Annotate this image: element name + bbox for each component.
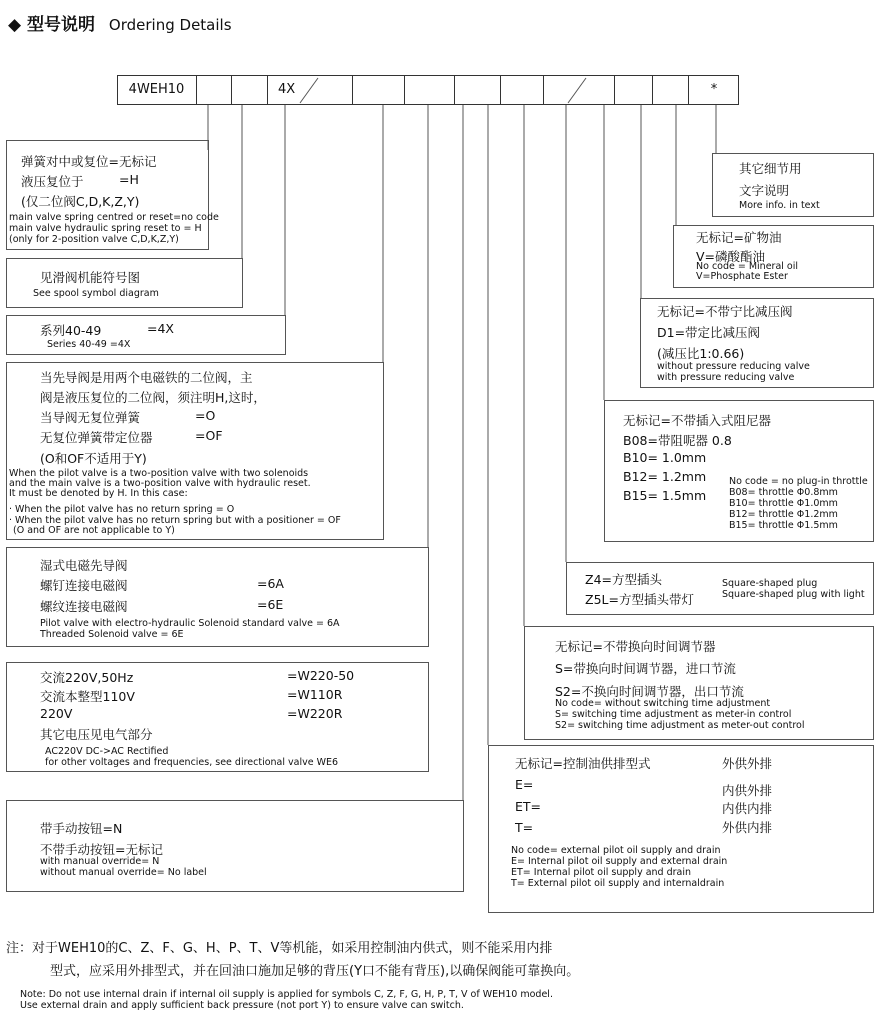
title-en: Ordering Details [108, 16, 232, 34]
box1-en3: (only for 2-position valve C,D,K,Z,Y) [9, 234, 179, 245]
box-more-info [712, 153, 874, 217]
box1-cn2v: =H [119, 172, 139, 187]
box-pressure-reducing [640, 298, 874, 388]
box14-cn1: 无标记=控制油供排型式 [515, 756, 651, 771]
code-cell-9 [544, 75, 615, 105]
box11-cn2: B08=带阻呢器 0.8 [623, 433, 732, 448]
box4-cn4: 无复位弹簧带定位器 [40, 430, 153, 445]
box-voltage [6, 662, 429, 772]
box4-cn2: 阀是液压复位的二位阀，须注明H,这时， [40, 390, 266, 405]
code-cell-3 [232, 75, 268, 105]
box10-en1: without pressure reducing valve [657, 361, 810, 372]
box11-en1: No code = no plug-in throttle [729, 476, 868, 487]
section-title [8, 10, 232, 35]
box-pilot-oil [488, 745, 874, 913]
box11-en2: B08= throttle Φ0.8mm [729, 487, 838, 498]
box3-cnv: =4X [147, 321, 174, 336]
code-cell-11 [653, 75, 689, 105]
box-switching-time [524, 626, 874, 740]
box14-cn2: E= [515, 777, 534, 792]
box14-cn4r: 外供内排 [722, 820, 773, 835]
box7-en1: with manual override= N [40, 856, 160, 867]
box-oil-type [673, 225, 874, 288]
box-solenoid [6, 547, 429, 647]
box12-cn1: Z4=方型插头 [585, 572, 662, 587]
box-plug [566, 562, 874, 615]
footer-note-cn1: 注：对于WEH10的C、Z、F、G、H、P、T、V等机能，如采用控制油内供式，则不能采用内排 [6, 941, 553, 956]
box13-cn1: 无标记=不带换向时间调节器 [555, 639, 716, 654]
box11-en3: B10= throttle Φ1.0mm [729, 498, 838, 509]
box10-cn2: D1=带定比减压阀 [657, 325, 761, 340]
box6-cn2: 交流本整型110V [40, 689, 135, 704]
box6-cn1: 交流220V,50Hz [40, 670, 134, 685]
box8-cn2: 文字说明 [739, 183, 790, 198]
box12-cn2: Z5L=方型插头带灯 [585, 592, 694, 607]
code-cell-2 [197, 75, 232, 105]
footer-note-en2: Use external drain and apply sufficient back pressure (not port Y) to ensure valve can switch. [20, 1000, 464, 1011]
box5-cn3v: =6E [257, 597, 284, 612]
box1-en1: main valve spring centred or reset=no code [9, 212, 219, 223]
box5-cn2v: =6A [257, 576, 284, 591]
box9-cn2: V=磷酸酯油 [696, 249, 766, 264]
box14-cn3: ET= [515, 799, 542, 814]
box13-en3: S2= switching time adjustment as meter-out control [555, 720, 805, 731]
box-manual-override [6, 800, 464, 892]
box-throttle [604, 400, 874, 542]
box14-cn1r: 外供外排 [722, 756, 773, 771]
box-spool-symbol [6, 258, 243, 308]
code-cell-7 [455, 75, 501, 105]
box13-en2: S= switching time adjustment as meter-in control [555, 709, 792, 720]
box4-cn3v: =O [195, 408, 216, 423]
footer-note-en1: Note: Do not use internal drain if internal oil supply is applied for symbols C, Z, F, G, H, P, T, V of WEH10 model. [20, 989, 553, 1000]
code-cell-6 [405, 75, 455, 105]
diamond-bullet-icon: ◆ [8, 15, 22, 35]
box6-en1: AC220V DC->AC Rectified [45, 746, 169, 757]
box10-en2: with pressure reducing valve [657, 372, 795, 383]
box3-cn: 系列40-49 [40, 323, 102, 338]
box8-en: More info. in text [739, 200, 820, 211]
title-cn: 型号说明 [27, 15, 95, 35]
box11-cn3: B10= 1.0mm [623, 450, 707, 465]
box5-cn3: 螺纹连接电磁阀 [40, 599, 128, 614]
box12-en2: Square-shaped plug with light [722, 589, 865, 600]
box13-cn3: S2=不换向时间调节器，出口节流 [555, 684, 744, 699]
box14-en4: T= External pilot oil supply and internaldrain [511, 878, 725, 889]
box4-cn4v: =OF [195, 428, 223, 443]
box6-cn3: 220V [40, 706, 73, 721]
box7-cn2: 不带手动按钮=无标记 [40, 842, 163, 857]
box1-cn2: 液压复位于 [21, 174, 84, 189]
box11-en4: B12= throttle Φ1.2mm [729, 509, 838, 520]
box6-en2: for other voltages and frequencies, see directional valve WE6 [45, 757, 339, 768]
box4-en2: and the main valve is a two-position valve with hydraulic reset. [9, 478, 311, 489]
box1-cn3: (仅二位阀C,D,K,Z,Y) [21, 194, 140, 209]
code-cell-5 [353, 75, 405, 105]
box4-en6: (O and OF are not applicable to Y) [13, 525, 175, 536]
box14-en3: ET= Internal pilot oil supply and drain [511, 867, 692, 878]
box-pilot-valve [6, 362, 384, 540]
box5-en1: Pilot valve with electro-hydraulic Solenoid standard valve = 6A [40, 618, 340, 629]
code-series: 4X [268, 75, 353, 105]
box4-cn1: 当先导阀是用两个电磁铁的二位阀，主 [40, 370, 253, 385]
box4-cn5: (O和OF不适用于Y) [40, 451, 147, 466]
box14-en1: No code= external pilot oil supply and drain [511, 845, 721, 856]
box5-cn1: 湿式电磁先导阀 [40, 558, 128, 573]
box10-cn1: 无标记=不带宁比减压阀 [657, 304, 793, 319]
box14-cn2r: 内供外排 [722, 783, 773, 798]
box13-en1: No code= without switching time adjustment [555, 698, 771, 709]
box4-en5: · When the pilot valve has no return spring but with a positioner = OF [9, 515, 341, 526]
box1-cn1: 弹簧对中或复位=无标记 [21, 154, 157, 169]
box4-en4: · When the pilot valve has no return spring = O [9, 504, 235, 515]
code-cell-8 [501, 75, 544, 105]
box11-cn1: 无标记=不带插入式阻尼器 [623, 413, 771, 428]
box4-cn3: 当导阀无复位弹簧 [40, 410, 141, 425]
box11-en5: B15= throttle Φ1.5mm [729, 520, 838, 531]
box3-en: Series 40-49 =4X [47, 339, 131, 350]
code-model: 4WEH10 [117, 75, 197, 105]
code-cell-10 [615, 75, 653, 105]
box6-cn1v: =W220-50 [287, 668, 355, 683]
box9-en1: No code = Mineral oil [696, 261, 799, 272]
footer-note-cn2: 型式，应采用外排型式，并在回油口施加足够的背压(Y口不能有背压),以确保阀能可靠换向。 [50, 964, 580, 979]
box9-en2: V=Phosphate Ester [696, 271, 788, 282]
box7-cn1: 带手动按钮=N [40, 821, 123, 836]
box-spring-reset [6, 140, 219, 250]
box4-en1: When the pilot valve is a two-position valve with two solenoids [9, 468, 309, 479]
box11-cn4: B12= 1.2mm [623, 469, 707, 484]
box6-cn3v: =W220R [287, 706, 343, 721]
box14-cn4: T= [515, 820, 534, 835]
box2-en: See spool symbol diagram [33, 288, 159, 299]
box5-cn2: 螺钉连接电磁阀 [40, 578, 128, 593]
box14-cn3r: 内供内排 [722, 801, 773, 816]
box11-cn5: B15= 1.5mm [623, 488, 707, 503]
code-star: * [710, 82, 718, 97]
box-series [6, 315, 286, 355]
box1-en2: main valve hydraulic spring reset to = H [9, 223, 202, 234]
box6-cn2v: =W110R [287, 687, 343, 702]
box6-cn4: 其它电压见电气部分 [40, 727, 153, 742]
box2-cn: 见滑阀机能符号图 [40, 270, 141, 285]
box8-cn1: 其它细节用 [739, 161, 802, 176]
box4-en3: It must be denoted by H. In this case: [9, 488, 188, 499]
box5-en2: Threaded Solenoid valve = 6E [40, 629, 184, 640]
box13-cn2: S=带换向时间调节器，进口节流 [555, 661, 736, 676]
box10-cn3: (减压比1:0.66) [657, 346, 745, 361]
box7-en2: without manual override= No label [40, 867, 207, 878]
box14-en2: E= Internal pilot oil supply and external drain [511, 856, 728, 867]
box9-cn1: 无标记=矿物油 [696, 230, 782, 245]
box12-en1: Square-shaped plug [722, 578, 818, 589]
